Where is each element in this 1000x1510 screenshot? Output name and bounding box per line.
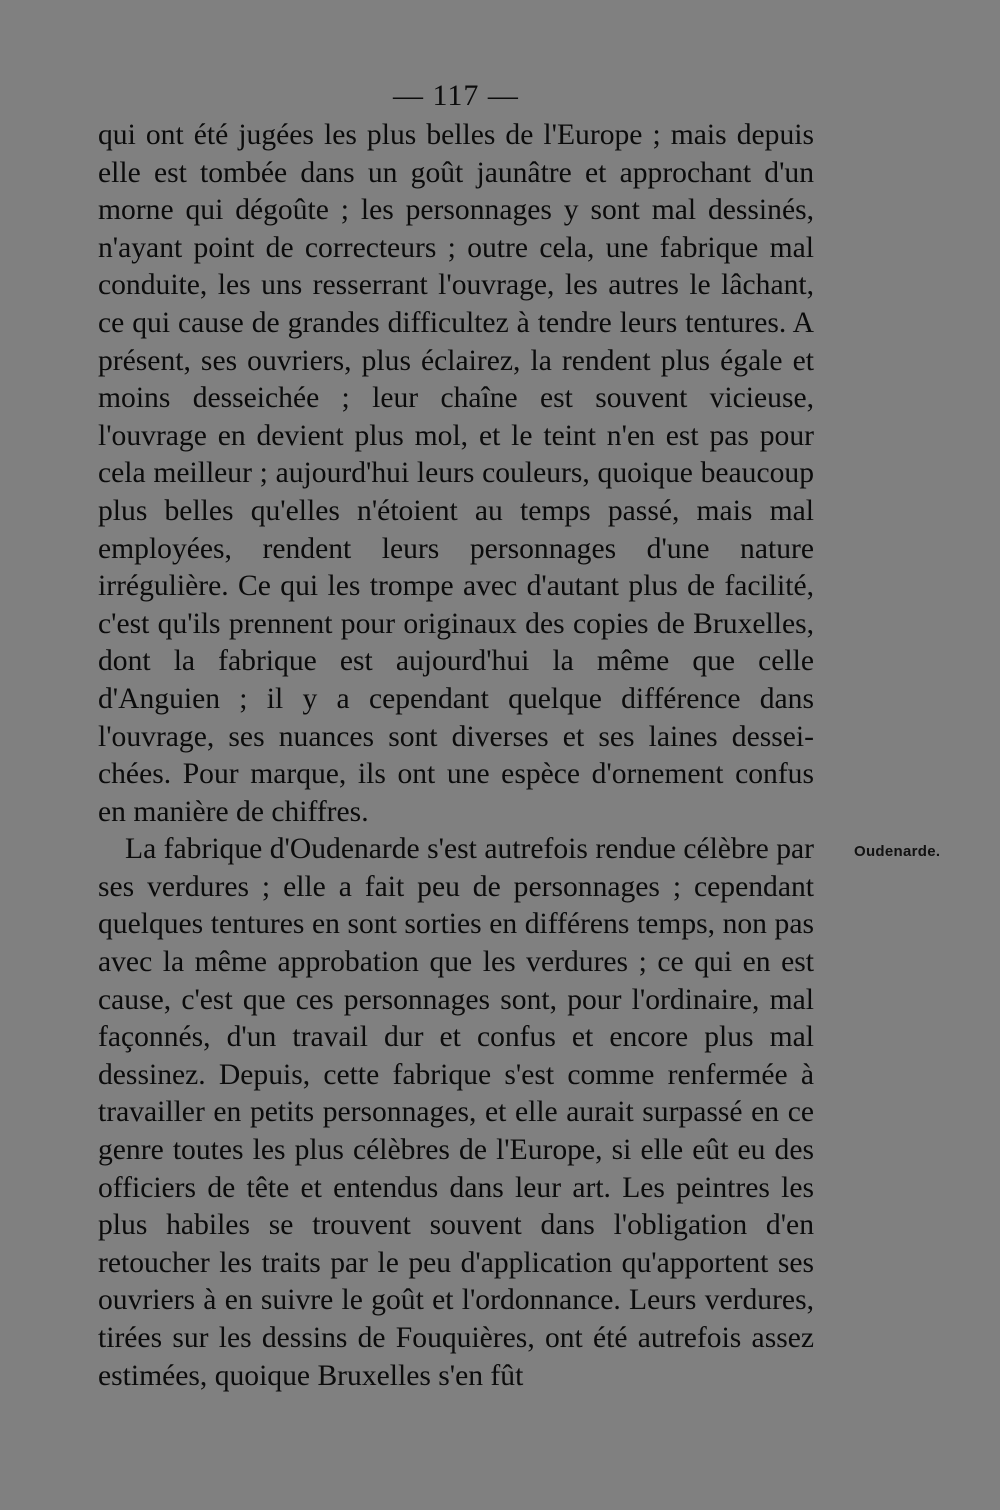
paragraph-continued: qui ont été jugées les plus belles de l'Europe ; mais depuis elle est tombée dans un goût jaunâtre et approchant d'un morne qui dégoûte ; les personnages y sont mal dessinés, n'ayant point de correcteurs ; outre cela, une fabrique mal conduite, les uns resserrant l'ouvrage, les autres le lâchant, ce qui cause de grandes difficultez à tendre leurs tentures. A présent, ses ouvriers, plus éclairez, la rendent plus égale et moins desseichée ; leur chaîne est souvent vicieuse, l'ouvrage en devient plus mol, et le teint n'en est pas pour cela meilleur ; aujourd'hui leurs couleurs, quoique beaucoup plus belles qu'elles n'étoient au temps passé, mais mal employées, rendent leurs personnages d'une nature irrégulière. Ce qui les trompe avec d'autant plus de facilité, c'est qu'ils prennent pour originaux des copies de Bruxelles, dont la fabrique est aujourd'hui la même que celle d'Anguien ; il y a cependant quelque différence dans l'ouvrage, ses nuances sont diverses et ses laines desseichées. Pour marque, ils ont une espèce d'ornement confus en manière de chiffres. (98, 119, 814, 828)
page-number: — 117 — (393, 79, 519, 112)
margin-note-oudenarde: Oudenarde. (854, 843, 941, 860)
paragraph-oudenarde: La fabrique d'Oudenarde s'est autrefois rendue célèbre par ses verdures ; elle a fait peu de personnages ; cependant quelques tentures en sont sorties en différens temps, non pas avec la même approbation que les verdures ; ce qui en est cause, c'est que ces personnages sont, pour l'ordinaire, mal façonnés, d'un travail dur et confus et encore plus mal dessinez. Depuis, cette fabrique s'est comme renfermée à travailler en petits personnages, et elle aurait surpassé en ce genre toutes les plus célèbres de l'Europe, si elle eût eu des officiers de tête et entendus dans leur art. Les peintres les plus habiles se trouvent souvent dans l'obligation d'en retoucher les traits par le peu d'application qu'apportent ses ouvriers à en suivre le goût et l'ordonnance. Leurs verdures, tirées sur les dessins de Fouquières, ont été autrefois assez estimées, quoique Bruxelles s'en fût (98, 833, 814, 1392)
body-text (98, 117, 814, 1395)
